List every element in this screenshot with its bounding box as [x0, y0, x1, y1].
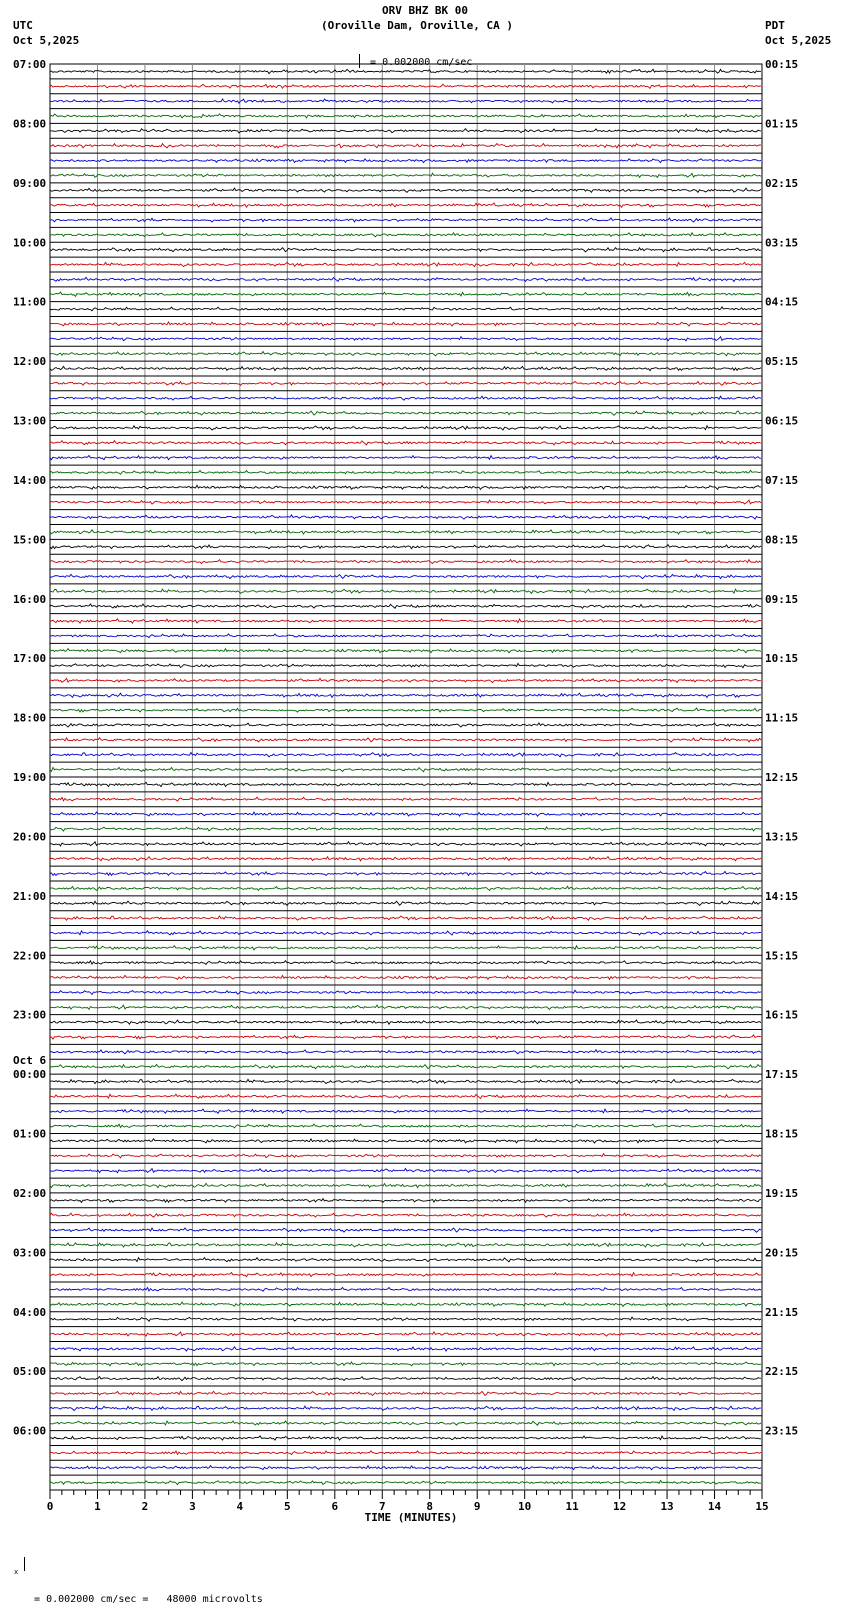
utc-hour-label: 02:00	[13, 1186, 47, 1200]
seismic-trace	[50, 1139, 761, 1143]
seismic-trace	[50, 352, 761, 356]
seismic-trace	[50, 812, 761, 816]
seismic-trace	[50, 411, 761, 415]
seismic-trace	[50, 396, 761, 400]
seismic-trace	[50, 1243, 761, 1247]
seismic-trace	[50, 485, 761, 489]
seismic-trace	[50, 1109, 761, 1113]
pdt-time-label: 23:15	[765, 1424, 799, 1438]
pdt-time-label: 14:15	[765, 889, 799, 903]
seismic-trace	[50, 767, 761, 771]
scale-text: = 0.002000 cm/sec	[370, 57, 473, 68]
x-tick-label: 7	[378, 1500, 386, 1513]
seismic-trace	[50, 886, 761, 890]
seismic-trace	[50, 1421, 761, 1425]
seismic-trace	[50, 1020, 761, 1024]
x-tick-label: 9	[473, 1500, 481, 1513]
seismic-trace	[50, 1228, 761, 1232]
seismic-trace	[50, 931, 761, 935]
right-date: Oct 5,2025	[765, 34, 832, 47]
pdt-time-label: 01:15	[765, 117, 799, 131]
seismic-trace	[50, 470, 761, 474]
utc-hour-label: 13:00	[13, 414, 47, 428]
pdt-time-label: 08:15	[765, 533, 799, 547]
seismic-trace	[50, 1287, 761, 1291]
x-tick-label: 0	[46, 1500, 54, 1513]
chart-title: ORV BHZ BK 00	[381, 4, 469, 17]
seismic-trace	[50, 426, 761, 430]
x-tick-label: 2	[141, 1500, 149, 1513]
utc-hour-label: 19:00	[13, 771, 47, 784]
seismic-trace	[50, 574, 761, 578]
pdt-time-label: 10:15	[765, 652, 799, 666]
pdt-time-label: 09:15	[765, 592, 799, 606]
seismic-trace	[50, 738, 761, 742]
x-tick-label: 6	[331, 1500, 339, 1513]
pdt-time-label: 05:15	[765, 355, 799, 369]
seismic-trace	[50, 1272, 761, 1276]
seismic-trace	[50, 233, 761, 237]
seismic-trace	[50, 634, 761, 638]
footer-scale-bar-icon: x	[14, 1557, 28, 1571]
utc-hour-label: 00:00	[13, 1068, 47, 1082]
seismic-trace	[50, 916, 761, 920]
pdt-time-label: 02:15	[765, 176, 799, 190]
x-tick-label: 3	[189, 1500, 196, 1513]
seismic-trace	[50, 1154, 761, 1158]
utc-hour-label: 16:00	[13, 592, 47, 606]
seismic-trace	[50, 1436, 761, 1440]
seismic-trace	[50, 292, 761, 296]
seismic-trace	[50, 456, 761, 460]
date-change-label: Oct 6	[13, 1054, 47, 1068]
utc-hour-label: 06:00	[13, 1424, 47, 1438]
x-tick-label: 15	[755, 1500, 769, 1513]
seismic-trace	[50, 1094, 761, 1098]
seismic-trace	[50, 1480, 761, 1484]
seismic-trace	[50, 871, 761, 875]
seismic-trace	[50, 782, 761, 786]
pdt-time-label: 04:15	[765, 295, 799, 309]
left-timezone: UTC	[13, 19, 33, 32]
x-tick-label: 1	[94, 1500, 101, 1513]
seismic-trace	[50, 322, 761, 326]
utc-hour-label: 07:00	[13, 58, 47, 71]
pdt-time-label: 18:15	[765, 1127, 799, 1141]
pdt-time-label: 16:15	[765, 1008, 799, 1022]
x-tick-label: 11	[565, 1500, 579, 1513]
seismic-trace	[50, 946, 761, 950]
left-date: Oct 5,2025	[13, 34, 80, 47]
right-timezone: PDT	[765, 19, 785, 32]
seismic-trace	[50, 693, 761, 697]
footer-scale-text: = 0.002000 cm/sec = 48000 microvolts	[34, 1594, 263, 1605]
x-tick-label: 4	[236, 1500, 244, 1513]
seismic-trace	[50, 827, 761, 831]
seismic-trace	[50, 1377, 761, 1381]
seismic-trace	[50, 307, 761, 311]
seismic-trace	[50, 1362, 761, 1366]
pdt-time-label: 00:15	[765, 58, 799, 71]
seismic-trace	[50, 1258, 761, 1262]
utc-hour-label: 18:00	[13, 711, 47, 725]
seismic-trace	[50, 248, 761, 252]
utc-hour-label: 15:00	[13, 533, 47, 547]
seismic-trace	[50, 1005, 761, 1009]
x-tick-label: 10	[518, 1500, 532, 1513]
x-tick-label: 13	[660, 1500, 674, 1513]
seismic-trace	[50, 99, 761, 103]
utc-hour-label: 03:00	[13, 1246, 47, 1260]
pdt-time-label: 03:15	[765, 236, 799, 250]
seismic-trace	[50, 69, 761, 73]
pdt-time-label: 19:15	[765, 1186, 799, 1200]
utc-hour-label: 04:00	[13, 1305, 47, 1319]
seismic-trace	[50, 441, 761, 445]
seismic-trace	[50, 990, 761, 994]
seismic-trace	[50, 129, 761, 133]
seismic-trace	[50, 1347, 761, 1351]
seismic-trace	[50, 1391, 761, 1395]
seismic-trace	[50, 337, 761, 341]
x-axis-label: TIME (MINUTES)	[364, 1511, 458, 1524]
pdt-time-label: 21:15	[765, 1305, 799, 1319]
seismic-trace	[50, 159, 761, 163]
pdt-time-label: 11:15	[765, 711, 799, 725]
seismic-trace	[50, 1124, 761, 1128]
x-tick-label: 8	[426, 1500, 434, 1513]
seismic-trace	[50, 1466, 761, 1470]
seismic-trace	[50, 708, 761, 712]
seismic-trace	[50, 723, 761, 727]
seismic-trace	[50, 663, 761, 667]
seismic-trace	[50, 1213, 761, 1217]
pdt-time-label: 20:15	[765, 1246, 799, 1260]
utc-hour-label: 23:00	[13, 1008, 47, 1022]
utc-hour-label: 21:00	[13, 889, 47, 903]
seismic-trace	[50, 842, 761, 846]
seismic-trace	[50, 678, 761, 682]
pdt-time-label: 15:15	[765, 949, 799, 963]
seismic-trace	[50, 1317, 761, 1321]
seismic-trace	[50, 589, 761, 593]
seismic-trace	[50, 381, 761, 385]
pdt-time-label: 06:15	[765, 414, 799, 428]
pdt-time-label: 22:15	[765, 1365, 799, 1379]
seismic-trace	[50, 262, 761, 266]
seismic-trace	[50, 1065, 761, 1069]
x-tick-label: 14	[707, 1500, 722, 1513]
utc-hour-label: 11:00	[13, 295, 47, 309]
seismic-trace	[50, 515, 761, 519]
seismic-trace	[50, 366, 761, 370]
utc-hour-label: 09:00	[13, 176, 47, 190]
utc-hour-label: 20:00	[13, 830, 47, 844]
seismic-trace	[50, 604, 761, 608]
seismic-trace	[50, 1079, 761, 1083]
seismic-trace	[50, 84, 761, 88]
seismic-trace	[50, 1302, 761, 1306]
seismic-trace	[50, 173, 761, 177]
seismic-trace	[50, 649, 761, 653]
utc-hour-label: 10:00	[13, 236, 47, 250]
x-tick-label: 12	[612, 1500, 627, 1513]
seismic-trace	[50, 1183, 761, 1187]
seismic-trace	[50, 1168, 761, 1172]
seismic-trace	[50, 797, 761, 801]
seismic-trace	[50, 1035, 761, 1039]
seismic-trace	[50, 144, 761, 148]
seismic-trace	[50, 188, 761, 192]
seismic-trace	[50, 901, 761, 905]
seismic-trace	[50, 753, 761, 757]
utc-hour-label: 22:00	[13, 949, 47, 963]
x-tick-label: 5	[284, 1500, 291, 1513]
seismic-trace	[50, 961, 761, 965]
utc-hour-label: 01:00	[13, 1127, 47, 1141]
seismic-trace	[50, 500, 761, 504]
seismic-trace	[50, 545, 761, 549]
seismic-trace	[50, 1406, 761, 1410]
seismic-trace	[50, 1451, 761, 1455]
seismic-trace	[50, 530, 761, 534]
pdt-time-label: 07:15	[765, 473, 799, 487]
chart-subtitle: (Oroville Dam, Oroville, CA )	[320, 19, 514, 32]
seismic-trace	[50, 857, 761, 861]
seismic-trace	[50, 277, 761, 281]
utc-hour-label: 12:00	[13, 355, 47, 369]
seismic-trace	[50, 203, 761, 207]
pdt-time-label: 12:15	[765, 771, 799, 784]
seismic-trace	[50, 218, 761, 222]
utc-hour-label: 05:00	[13, 1365, 47, 1379]
utc-hour-label: 08:00	[13, 117, 47, 131]
seismic-trace	[50, 975, 761, 979]
pdt-time-label: 13:15	[765, 830, 799, 844]
seismic-trace	[50, 619, 761, 623]
utc-hour-label: 14:00	[13, 473, 47, 487]
seismic-trace	[50, 1332, 761, 1336]
seismic-trace	[50, 1198, 761, 1202]
seismic-trace	[50, 114, 761, 118]
pdt-time-label: 17:15	[765, 1068, 799, 1082]
utc-hour-label: 17:00	[13, 652, 47, 666]
seismic-trace	[50, 560, 761, 564]
seismic-trace	[50, 1050, 761, 1054]
